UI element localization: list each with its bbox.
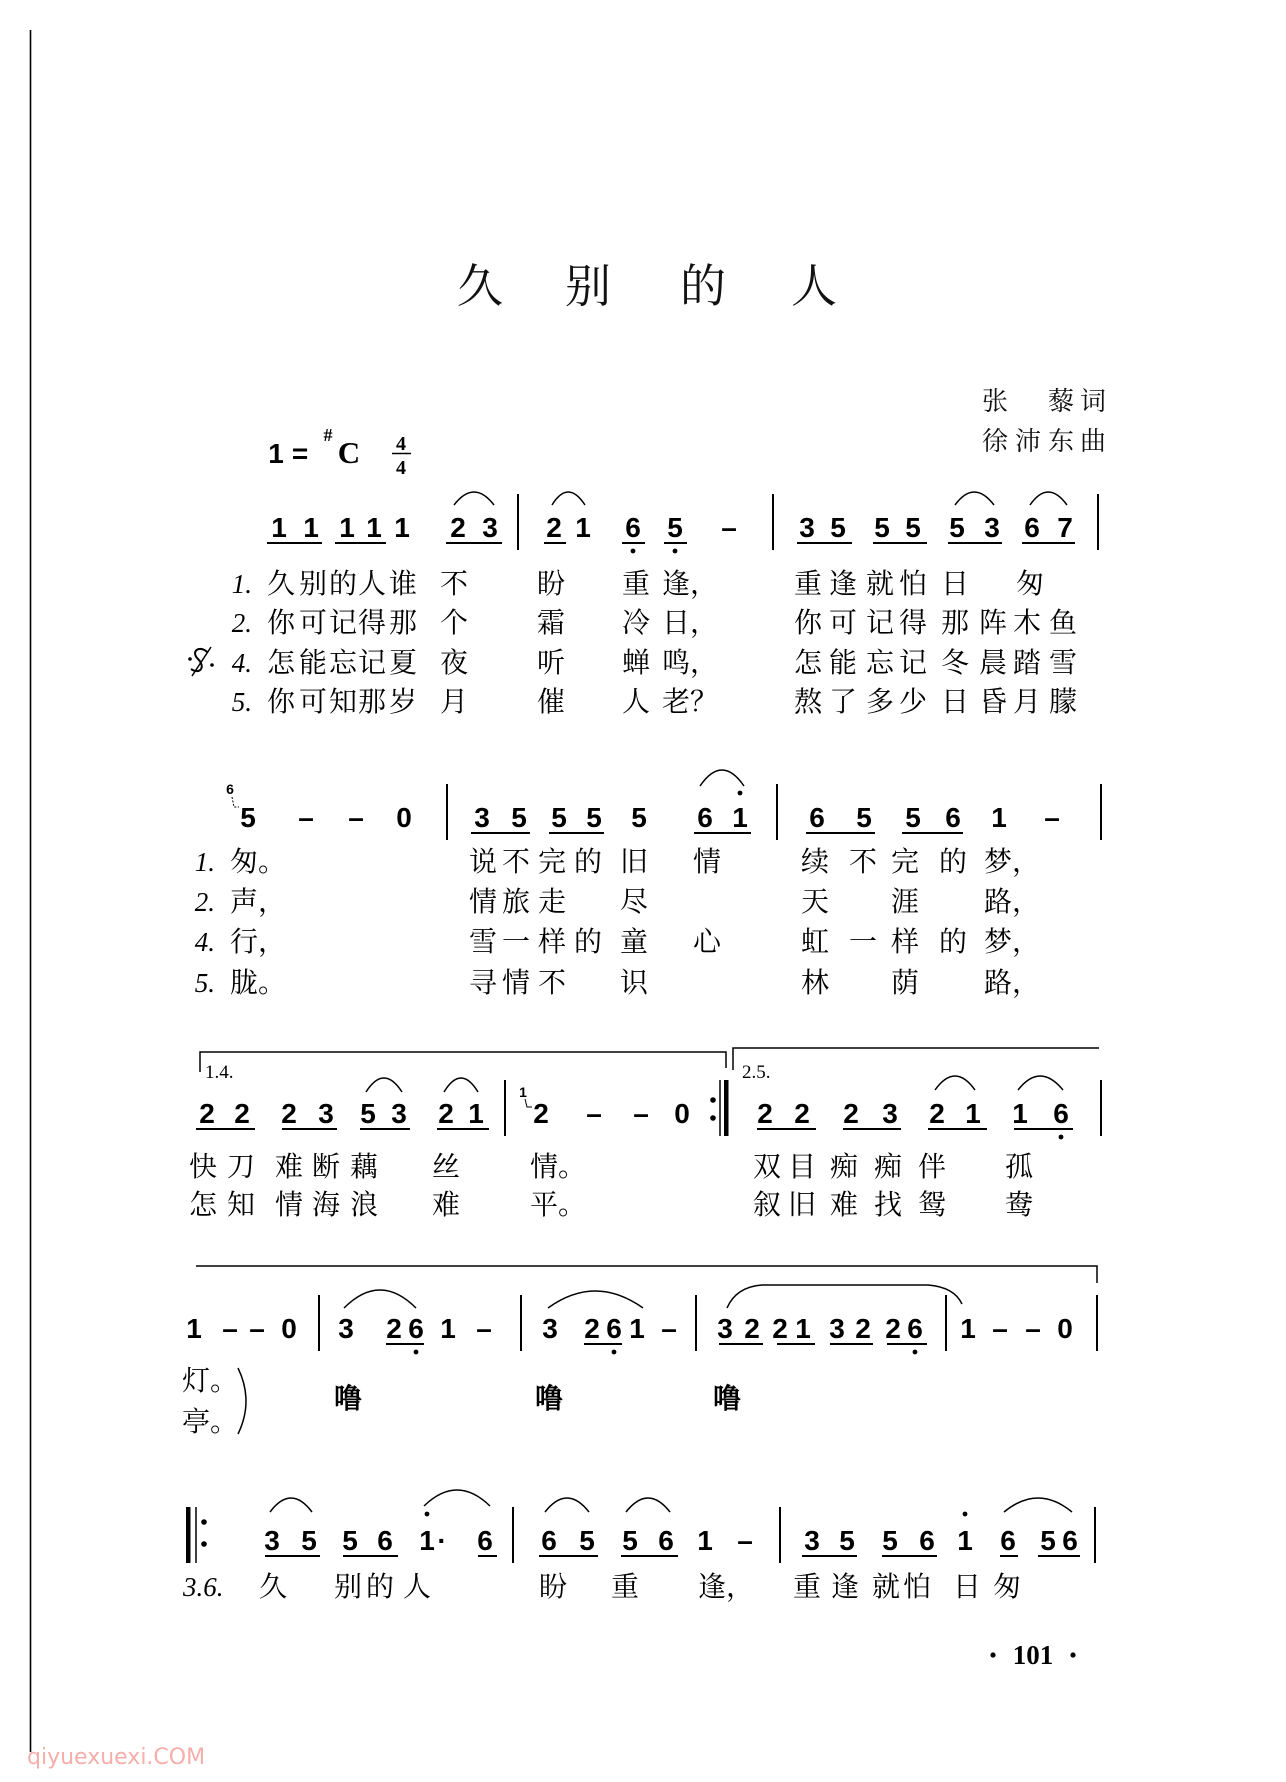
- measure-notes: 3 5 5 5 5 6 1: [474, 802, 748, 833]
- low-octave-dot: [414, 1350, 419, 1355]
- lyric-segment: 久别的人谁不: [267, 567, 469, 600]
- measure-notes: 2 1 6 5 –: [546, 512, 737, 543]
- measure-notes: 5 – – 0: [240, 802, 412, 833]
- verse-label: 1.: [231, 569, 252, 599]
- verse-label: 5.: [194, 968, 215, 998]
- song-title: 久别的人: [457, 259, 837, 313]
- lyric-segment: 灯。: [182, 1364, 239, 1397]
- lyric-segment: 行，: [230, 925, 287, 958]
- lyric-segment: 虹一样的梦，: [801, 925, 1041, 958]
- hum-syllable: 噜: [334, 1382, 363, 1415]
- low-octave-dot: [631, 549, 636, 554]
- site-watermark: qiyuexuexi.COM: [27, 1745, 206, 1770]
- score-line-2: [195, 770, 1101, 999]
- lyric-segment: 催人老？: [537, 685, 719, 718]
- lyric-segment: 熬了多少日昏月朦: [794, 685, 1078, 718]
- page-number-text: 101: [1012, 1640, 1054, 1670]
- slurs: [454, 492, 1067, 505]
- page-number-dot: [990, 1652, 995, 1657]
- composer-credit: 徐沛东曲: [982, 427, 1107, 457]
- time-signature-unit: 4: [396, 457, 406, 479]
- measure-notes: 2 2 2 3 2 1 1 6: [757, 1098, 1069, 1129]
- verse-label: 3.6.: [183, 1572, 224, 1602]
- measure-notes: 32 21 32 26: [717, 1313, 923, 1344]
- continuation-bracket: [196, 1266, 1097, 1283]
- measure-notes: 1 1 1 1 1 2 3: [271, 512, 498, 543]
- key-tonic: 1=: [268, 438, 309, 469]
- lyric-segment: 怎知情海浪难: [189, 1188, 461, 1221]
- measure-notes: 6 5 5 6 1 –: [541, 1525, 753, 1556]
- lyric-segment: 盼重逢，: [537, 567, 719, 600]
- lyric-segment: 叙旧难找鸳鸯: [753, 1188, 1034, 1221]
- hum-syllable: 噜: [535, 1382, 564, 1415]
- slurs: [270, 1490, 1072, 1512]
- verse-label: 5.: [231, 687, 252, 717]
- lyric-segment: 听蝉鸣，: [537, 646, 719, 679]
- lyric-segment: 怎能忘记夏夜: [267, 646, 469, 679]
- segno-icon: [188, 647, 214, 676]
- verse-label: 4.: [231, 648, 252, 678]
- lyric-segment: 盼重逢，: [539, 1570, 755, 1603]
- score-line-5: [182, 1490, 1095, 1603]
- lyric-segment: 亭。: [182, 1405, 239, 1438]
- measure-notes: 3 5 5 6 1· 6: [264, 1525, 493, 1556]
- lyric-segment: 快刀难断藕丝: [189, 1150, 461, 1183]
- verse-label: 2.: [231, 608, 252, 638]
- lyricist-credit: 张 藜词: [982, 387, 1107, 417]
- high-octave-dot: [963, 1512, 968, 1517]
- slurs: [366, 1076, 1063, 1092]
- measure-notes: 3 5 5 5 5 3 6 7: [799, 512, 1073, 543]
- score-line-1: [188, 492, 1098, 718]
- lyric-segment: 续不完的梦，: [801, 845, 1041, 878]
- lyric-segment: 你可记得那个: [267, 606, 469, 639]
- volta-brackets: [200, 1048, 1099, 1072]
- lyric-segment: 久别的人: [259, 1570, 432, 1603]
- lyric-segment: 寻情不识: [469, 966, 649, 999]
- grace-note: 6: [226, 781, 234, 797]
- header: [268, 259, 1106, 479]
- hum-syllable: 噜: [713, 1382, 742, 1415]
- lyric-segment: 霜冷日，: [537, 606, 719, 639]
- page-number-dot: [1070, 1652, 1075, 1657]
- grace-note: 1: [519, 1084, 527, 1100]
- lyric-segment: 情旅走尽: [469, 885, 649, 918]
- grace-note-tick: [525, 1099, 532, 1107]
- low-octave-dot: [913, 1350, 918, 1355]
- measure-notes: 6 5 5 6 1 –: [809, 802, 1060, 833]
- first-ending-label: 1.4.: [205, 1062, 234, 1083]
- score-line-3: [189, 1048, 1101, 1221]
- lyric-segment: 声，: [230, 885, 287, 918]
- measure-notes: 3 5 5 6 1 6 56: [804, 1525, 1078, 1556]
- low-octave-dot: [1059, 1135, 1064, 1140]
- lyric-segment: 双目痴痴伴孤: [753, 1150, 1034, 1183]
- verse-label: 1.: [194, 847, 215, 877]
- measure-notes: 1 – – 0: [960, 1313, 1073, 1344]
- lyric-segment: 雪一样的童心: [469, 925, 722, 958]
- page-number: [990, 1640, 1075, 1670]
- lyric-segment: 你可知那岁月: [267, 685, 469, 718]
- lyric-segment: 林荫路，: [801, 966, 1041, 999]
- measure-notes: 1 – – 0: [186, 1313, 297, 1344]
- sharp-sign: #: [323, 425, 333, 445]
- measure-notes: 2 – – 0: [533, 1098, 690, 1129]
- lyric-segment: 重逢就怕日匆: [794, 567, 1045, 600]
- verse-brace: [238, 1368, 246, 1434]
- measure-notes: 2 2 2 3 5 3 2 1: [199, 1098, 484, 1129]
- low-octave-dot: [673, 549, 678, 554]
- grace-note-tick: [232, 797, 239, 807]
- measure-notes: 3 26 1 –: [542, 1313, 677, 1344]
- verse-label: 2.: [194, 887, 215, 917]
- lyric-segment: 平。: [530, 1188, 587, 1221]
- measure-notes: 3 26 1 –: [338, 1313, 492, 1344]
- lyric-segment: 天涯路，: [801, 885, 1041, 918]
- lyric-segment: 匆。: [230, 845, 287, 878]
- slurs: [700, 770, 744, 786]
- repeat-end-sign: [710, 1080, 728, 1136]
- key-signature: [268, 425, 411, 479]
- high-octave-dot: [425, 1512, 430, 1517]
- score-line-4: [182, 1266, 1097, 1438]
- low-octave-dot: [612, 1350, 617, 1355]
- key-name: C: [337, 435, 361, 470]
- slurs: [344, 1285, 962, 1308]
- repeat-start-sign: [186, 1507, 207, 1563]
- lyric-segment: 说不完的旧情: [469, 845, 722, 878]
- lyric-segment: 你可记得那阵木鱼: [794, 606, 1078, 639]
- second-ending-label: 2.5.: [742, 1062, 771, 1083]
- lyric-segment: 胧。: [230, 966, 287, 999]
- lyric-segment: 怎能忘记冬晨踏雪: [794, 646, 1078, 679]
- lyric-segment: 情。: [530, 1150, 587, 1183]
- verse-label: 4.: [194, 927, 215, 957]
- high-octave-dot: [738, 791, 743, 796]
- time-signature-beats: 4: [396, 433, 406, 455]
- lyric-segment: 重逢就怕日匆: [793, 1570, 1022, 1603]
